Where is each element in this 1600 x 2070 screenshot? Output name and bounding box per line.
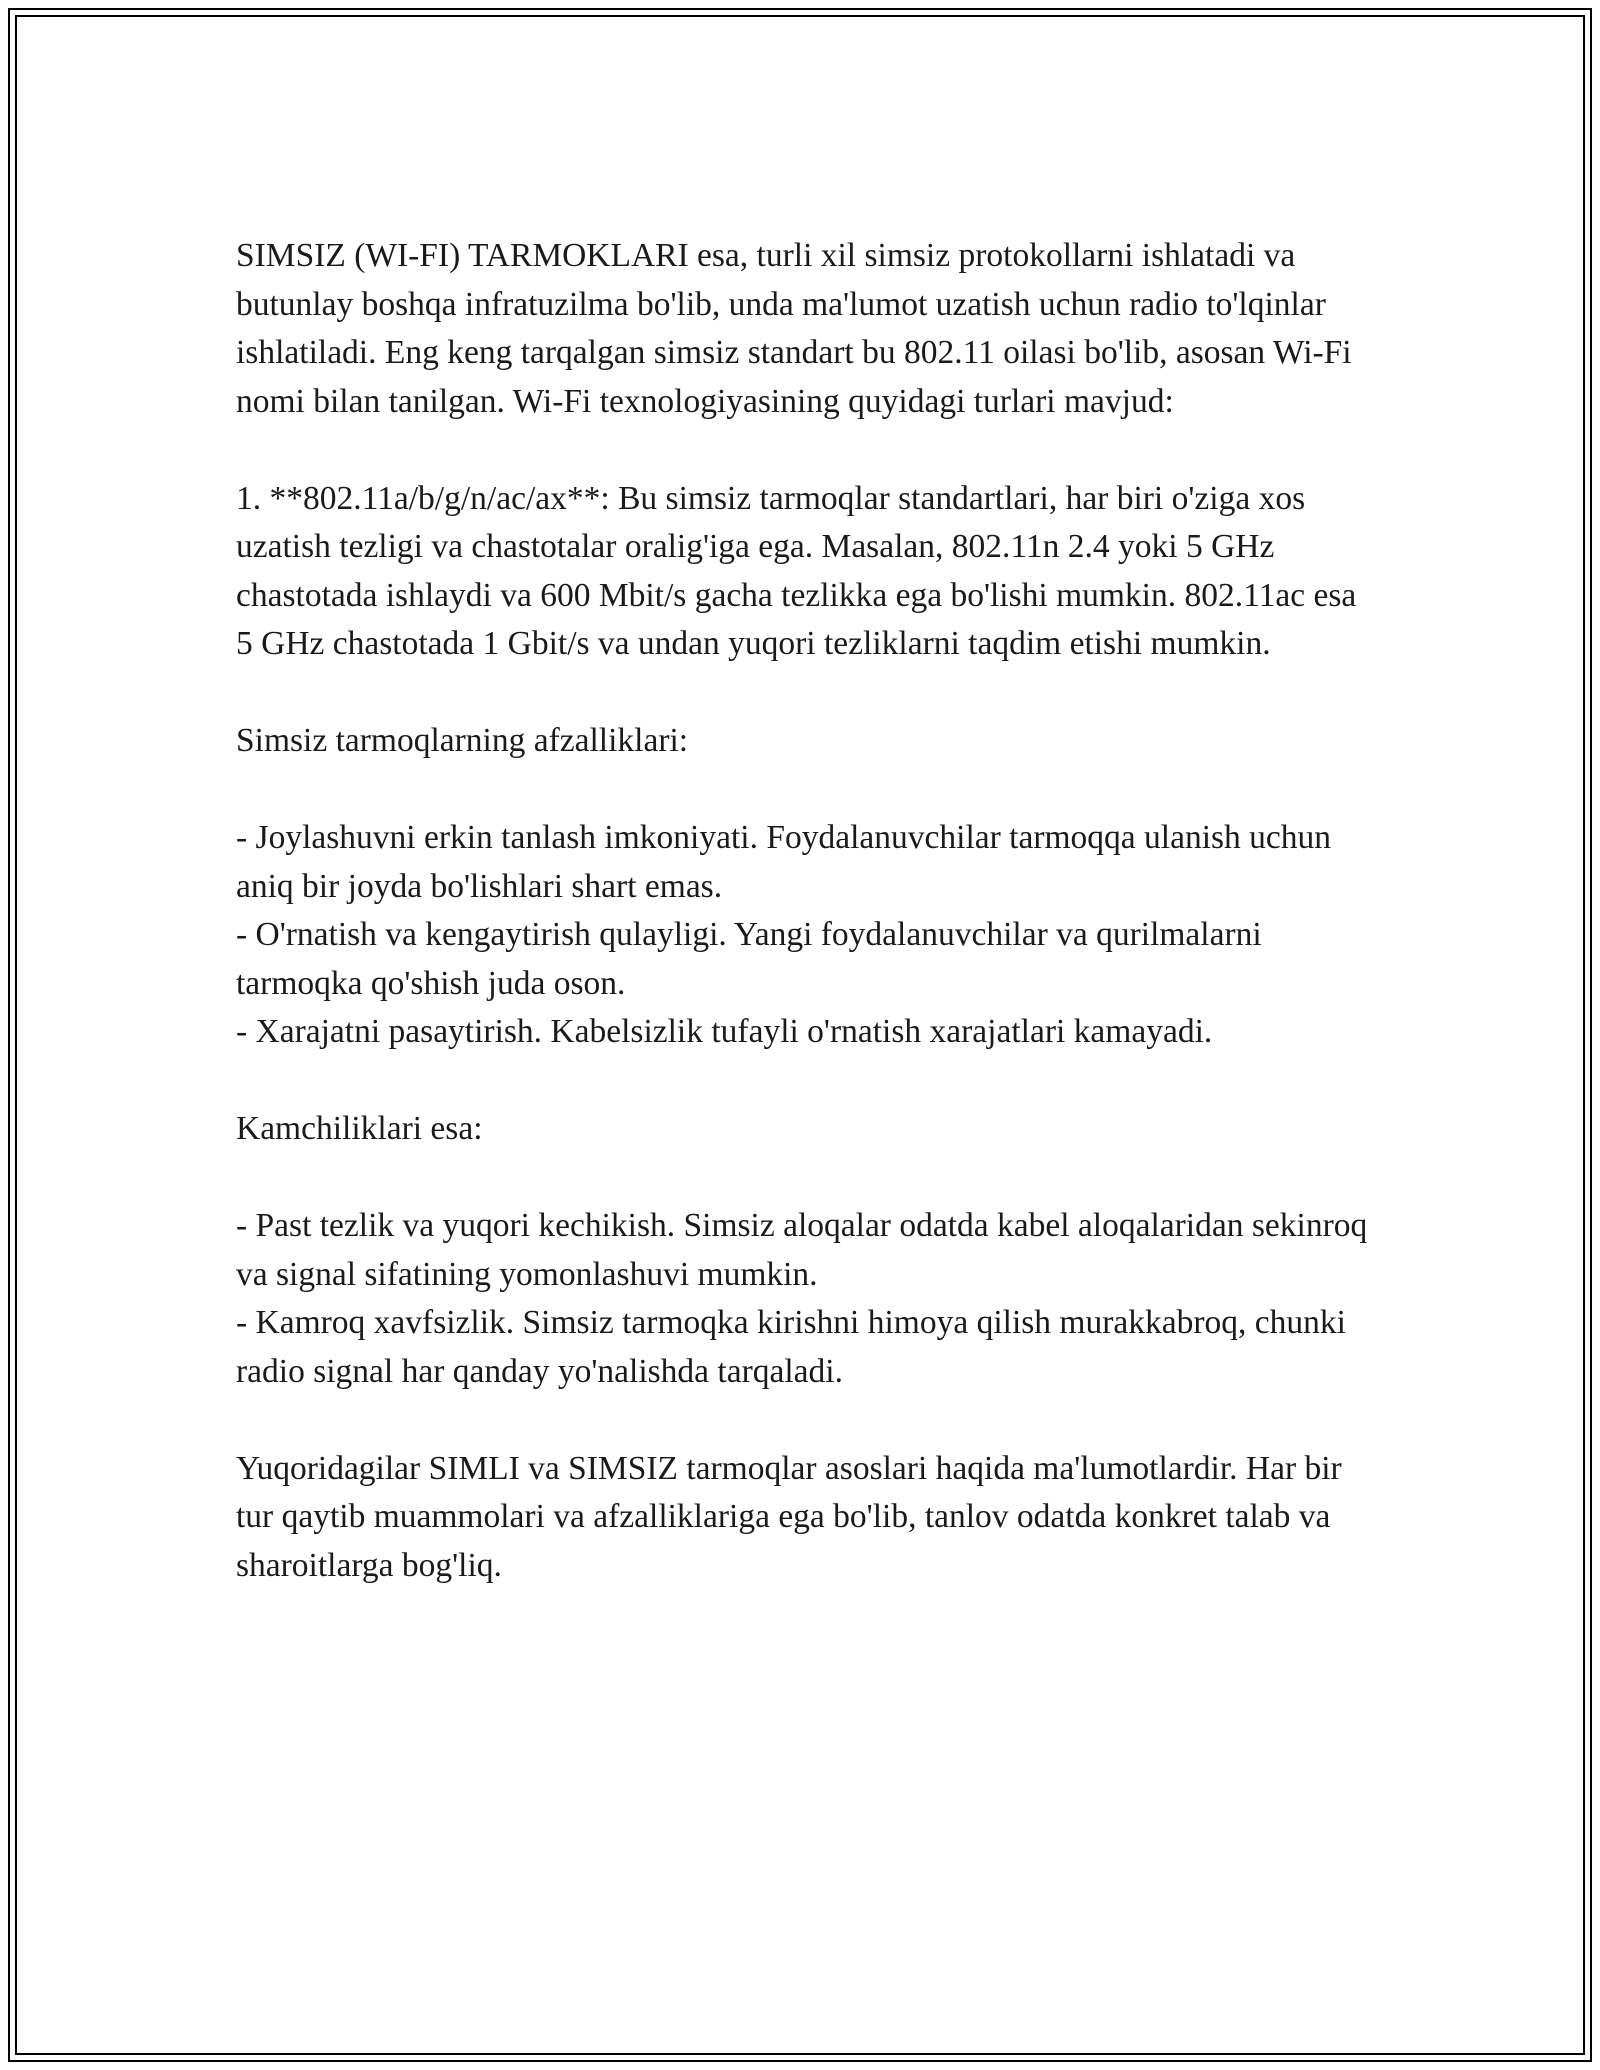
advantage-item: - Joylashuvni erkin tanlash imkoniyati. Foydalanuvchilar tarmoqqa ulanish uchun aniq bir joyda bo'lishlari shart emas. bbox=[236, 819, 1332, 905]
advantage-item: - Xarajatni pasaytirish. Kabelsizlik tufayli o'rnatish xarajatlari kamayadi. bbox=[236, 1013, 1213, 1050]
disadvantages-list bbox=[236, 1202, 1376, 1396]
advantage-item: - O'rnatish va kengaytirish qulayligi. Yangi foydalanuvchilar va qurilmalarni tarmoqka qo'shish juda oson. bbox=[236, 916, 1262, 1002]
conclusion-paragraph: Yuqoridagilar SIMLI va SIMSIZ tarmoqlar asoslari haqida ma'lumotlardir. Har bir tur qaytib muammolari va afzalliklariga ega bo'lib, tanlov odatda konkret talab va sharoitlarga bog'liq. bbox=[236, 1449, 1342, 1584]
document-body bbox=[236, 232, 1376, 1639]
disadvantage-item: - Kamroq xavfsizlik. Simsiz tarmoqka kirishni himoya qilish murakkabroq, chunki radio signal har qanday yo'nalishda tarqaladi. bbox=[236, 1304, 1346, 1390]
advantages-heading: Simsiz tarmoqlarning afzalliklari: bbox=[236, 722, 689, 759]
intro-paragraph: SIMSIZ (WI-FI) TARMOKLARI esa, turli xil simsiz protokollarni ishlatadi va butunlay boshqa infratuzilma bo'lib, unda ma'lumot uzatish uchun radio to'lqinlar ishlatiladi. Eng keng tarqalgan simsiz standart bu 802.11 oilasi bo'lib, asosan Wi-Fi nomi bilan tanilgan. Wi-Fi texnologiyasining quyidagi turlari mavjud: bbox=[236, 237, 1352, 420]
advantages-list bbox=[236, 814, 1376, 1057]
disadvantage-item: - Past tezlik va yuqori kechikish. Simsiz aloqalar odatda kabel aloqalaridan sekinroq va signal sifatining yomonlashuvi mumkin. bbox=[236, 1207, 1368, 1293]
disadvantages-heading: Kamchiliklari esa: bbox=[236, 1110, 483, 1147]
standards-paragraph: 1. **802.11a/b/g/n/ac/ax**: Bu simsiz tarmoqlar standartlari, har biri o'ziga xos uzatish tezligi va chastotalar oralig'iga ega. Masalan, 802.11n 2.4 yoki 5 GHz chastotada ishlaydi va 600 Mbit/s gacha tezlikka ega bo'lishi mumkin. 802.11ac esa 5 GHz chastotada 1 Gbit/s va undan yuqori tezliklarni taqdim etishi mumkin. bbox=[236, 479, 1357, 662]
